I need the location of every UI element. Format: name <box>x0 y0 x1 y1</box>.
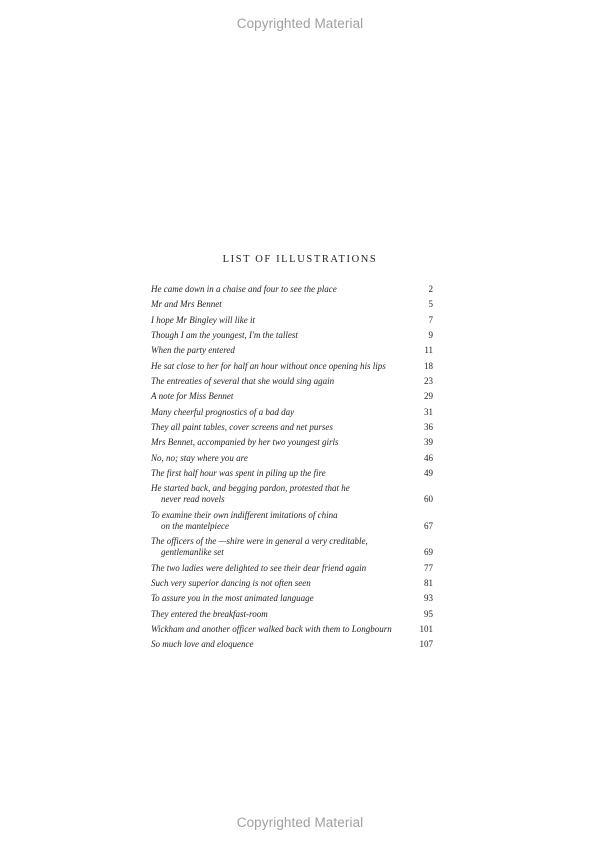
page-number: 69 <box>424 547 433 558</box>
caption-line: The officers of the —shire were in general a very creditable, <box>151 536 368 547</box>
illustration-caption <box>151 330 429 341</box>
caption-line: Though I am the youngest, I'm the tallest <box>151 330 298 341</box>
illustration-caption <box>151 510 424 532</box>
illustration-caption <box>151 536 424 558</box>
page-number: 95 <box>424 608 433 619</box>
caption-line: They all paint tables, cover screens and net purses <box>151 422 333 433</box>
list-item <box>151 609 433 620</box>
list-item <box>151 407 433 418</box>
caption-line: I hope Mr Bingley will like it <box>151 314 255 325</box>
caption-line: He started back, and begging pardon, protested that he <box>151 483 350 494</box>
page-number: 31 <box>424 406 433 417</box>
page-number: 107 <box>419 639 433 650</box>
list-item <box>151 578 433 589</box>
caption-continuation: gentlemanlike set <box>161 547 224 558</box>
list-item <box>151 345 433 356</box>
list-item <box>151 391 433 402</box>
list-item <box>151 453 433 464</box>
list-item <box>151 593 433 604</box>
illustration-caption <box>151 453 424 464</box>
list-item <box>151 315 433 326</box>
page-number: 29 <box>424 391 433 402</box>
caption-line: He came down in a chaise and four to see the place <box>151 284 337 294</box>
page-number: 46 <box>424 452 433 463</box>
page-number: 7 <box>428 314 433 325</box>
list-item <box>151 624 433 635</box>
caption-line: Wickham and another officer walked back with them to Longbourn <box>151 623 392 634</box>
list-item <box>151 468 433 479</box>
copyright-watermark-top: Copyrighted Material <box>236 16 364 31</box>
illustration-caption <box>151 407 424 418</box>
list-item <box>151 483 433 505</box>
illustration-caption <box>151 639 420 650</box>
caption-line: To assure you in the most animated language <box>151 593 314 604</box>
illustration-caption <box>151 609 424 620</box>
list-item <box>151 330 433 341</box>
page-number: 5 <box>428 299 433 310</box>
illustration-caption <box>151 391 424 402</box>
list-item <box>151 639 433 650</box>
caption-line: He sat close to her for half an hour without once opening his lips <box>151 360 386 371</box>
list-item <box>151 437 433 448</box>
page-number: 60 <box>424 494 433 505</box>
caption-line: Mr and Mrs Bennet <box>151 299 222 310</box>
page-number: 93 <box>424 593 433 604</box>
list-item <box>151 510 433 532</box>
illustration-caption <box>151 578 424 589</box>
list-item <box>151 299 433 310</box>
caption-line: The first half hour was spent in piling up the fire <box>151 468 326 479</box>
illustration-caption <box>151 593 424 604</box>
illustration-caption <box>151 422 424 433</box>
caption-line: Such very superior dancing is not often seen <box>151 577 311 588</box>
illustration-caption <box>151 345 424 356</box>
caption-line: The two ladies were delighted to see their dear friend again <box>151 562 367 573</box>
list-item <box>151 361 433 372</box>
caption-continuation: on the mantelpiece <box>161 520 229 531</box>
illustration-caption <box>151 437 424 448</box>
page-number: 18 <box>424 360 433 371</box>
page-title: LIST OF ILLUSTRATIONS <box>222 254 378 265</box>
page-number: 101 <box>419 623 433 634</box>
page-number: 81 <box>424 577 433 588</box>
illustration-caption <box>151 483 424 505</box>
illustration-caption <box>151 376 424 387</box>
illustration-list <box>151 284 433 655</box>
list-item <box>151 422 433 433</box>
caption-line: To examine their own indifferent imitations of china <box>151 509 338 520</box>
illustration-caption <box>151 563 424 574</box>
illustration-caption <box>151 624 420 635</box>
caption-line: They entered the breakfast-room <box>151 608 268 619</box>
page-number: 39 <box>424 437 433 448</box>
page-number: 49 <box>424 468 433 479</box>
illustration-caption <box>151 361 424 372</box>
page-number: 36 <box>424 422 433 433</box>
caption-line: When the party entered <box>151 345 235 356</box>
page-number: 77 <box>424 562 433 573</box>
list-item <box>151 284 433 295</box>
list-item <box>151 376 433 387</box>
caption-line: A note for Miss Bennet <box>151 391 234 402</box>
page-number: 11 <box>424 345 433 356</box>
illustration-caption <box>151 299 429 310</box>
page-number: 9 <box>428 330 433 341</box>
page-number: 23 <box>424 376 433 387</box>
illustration-caption <box>151 284 429 295</box>
caption-line: Mrs Bennet, accompanied by her two youngest girls <box>151 437 339 448</box>
caption-continuation: never read novels <box>161 494 225 505</box>
caption-line: So much love and eloquence <box>151 639 254 650</box>
page-number: 2 <box>428 284 433 294</box>
illustration-caption <box>151 315 429 326</box>
caption-line: Many cheerful prognostics of a bad day <box>151 406 295 417</box>
list-item <box>151 536 433 558</box>
list-item <box>151 563 433 574</box>
copyright-watermark-bottom: Copyrighted Material <box>236 815 364 830</box>
caption-line: The entreaties of several that she would sing again <box>151 376 335 387</box>
illustration-caption <box>151 468 424 479</box>
caption-line: No, no; stay where you are <box>151 452 248 463</box>
page-number: 67 <box>424 520 433 531</box>
